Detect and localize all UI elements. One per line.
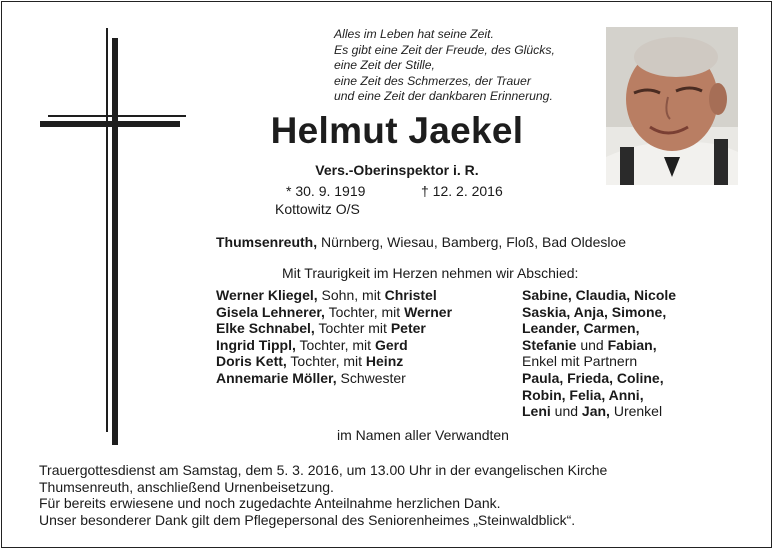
birth-place: Kottowitz O/S	[275, 201, 360, 217]
footer-line: Für bereits erwiesene und noch zugedachte Anteilnahme herzlichen Dank.	[39, 495, 501, 512]
place-primary: Thumsenreuth,	[216, 234, 318, 250]
mourner-row: Stefanie und Fabian,	[522, 336, 657, 353]
mourner-row: Sabine, Claudia, Nicole	[522, 287, 677, 303]
footer-line: Trauergottesdienst am Samstag, dem 5. 3. 2016, um 13.00 Uhr in der evangelischen Kirche	[39, 462, 608, 478]
deceased-name: Helmut Jaekel	[270, 110, 524, 151]
relatives-line: im Namen aller Verwandten	[337, 427, 509, 443]
mourner-row: Leander, Carmen,	[522, 320, 640, 337]
mourner-row: Gisela Lehnerer, Tochter, mit Werner	[216, 303, 453, 320]
obituary-card	[1, 1, 772, 548]
mourner-row: Robin, Felia, Anni,	[522, 386, 644, 403]
mourner-row: Ingrid Tippl, Tochter, mit Gerd	[216, 336, 408, 353]
poem-line: eine Zeit des Schmerzes, der Trauer	[334, 73, 531, 88]
farewell-line: Mit Traurigkeit im Herzen nehmen wir Abschied:	[282, 265, 579, 281]
poem	[334, 27, 604, 105]
mourner-row: Annemarie Möller, Schwester	[216, 369, 406, 386]
mourner-row: Doris Kett, Tochter, mit Heinz	[216, 353, 404, 370]
mourner-row: Elke Schnabel, Tochter mit Peter	[216, 320, 426, 337]
mourner-row: Werner Kliegel, Sohn, mit Christel	[216, 287, 437, 303]
poem-line: Es gibt eine Zeit der Freude, des Glücks,	[334, 42, 555, 57]
poem-line: und eine Zeit der dankbaren Erinnerung.	[334, 89, 553, 104]
mourner-row: Enkel mit Partnern	[522, 353, 638, 370]
mourner-row: Saskia, Anja, Simone,	[522, 303, 667, 320]
footer-line: Thumsenreuth, anschließend Urnenbeisetzung.	[39, 478, 334, 495]
deceased-title: Vers.-Oberinspektor i. R.	[315, 162, 479, 178]
mourner-row: Leni und Jan, Urenkel	[522, 403, 663, 420]
places-line	[216, 234, 626, 251]
mourners-right	[522, 287, 676, 420]
poem-line: eine Zeit der Stille,	[334, 58, 435, 73]
poem-line: Alles im Leben hat seine Zeit.	[334, 27, 494, 41]
death-date: † 12. 2. 2016	[421, 183, 503, 199]
footer-line: Unser besonderer Dank gilt dem Pflegepersonal des Seniorenheimes „Steinwaldblick“.	[39, 511, 576, 528]
portrait-photo	[606, 27, 738, 185]
place-others: Nürnberg, Wiesau, Bamberg, Floß, Bad Oldesloe	[321, 234, 627, 250]
service-notice	[39, 462, 607, 528]
mourner-row: Paula, Frieda, Coline,	[522, 369, 664, 386]
mourners-left	[216, 287, 452, 387]
birth-date: * 30. 9. 1919	[286, 183, 366, 199]
